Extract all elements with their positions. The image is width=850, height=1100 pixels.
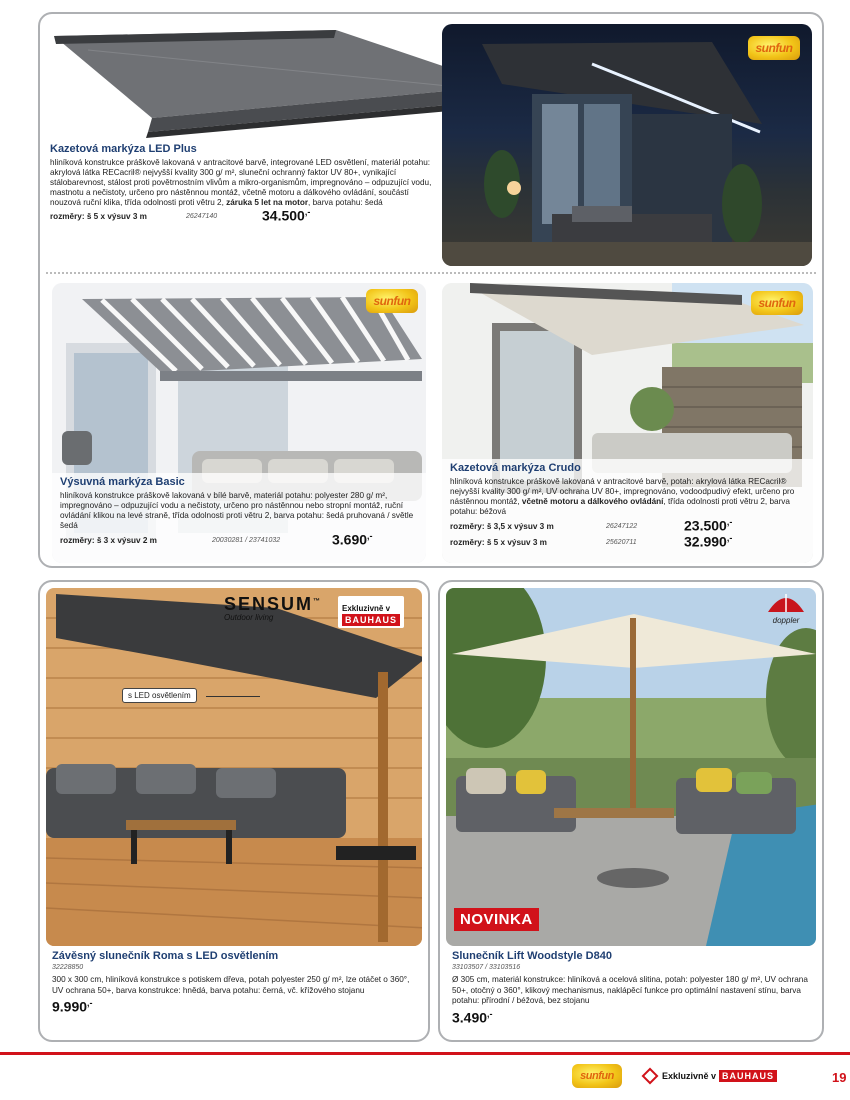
bauhaus-house-icon: [642, 1068, 659, 1085]
product-led-plus: [50, 143, 440, 224]
product-dimensions: rozměry: š 3 x výsuv 2 m: [60, 536, 157, 545]
product-title: Závěsný slunečník Roma s LED osvětlením: [52, 950, 279, 962]
sensum-logo: SENSUM™ Outdoor living: [224, 594, 323, 622]
footer-exclusive-bauhaus: Exkluzivně v BAUHAUS: [644, 1070, 777, 1082]
awning-led-plus-night-photo: [442, 24, 812, 266]
product-roma-card: [38, 580, 430, 1042]
product-crudo-panel: [442, 283, 813, 563]
product-price: 23.500,-: [684, 517, 733, 534]
sunfun-logo: sunfun: [751, 291, 803, 315]
product-code: 32228850: [52, 964, 84, 971]
product-code: 20030281 / 23741032: [212, 537, 281, 544]
product-dimensions: rozměry: š 5 x výsuv 3 m: [450, 538, 547, 547]
product-description: hliníková konstrukce práškově lakovaná v antracitové barvě, potah: akrylová látka RECacril® nejvyšší kvality 300 g/ m², UV ochrana UV 80+, impregnováno, vodoodpudivý efekt, určeno pro nástěnnou montáž, včetně motoru a dálkového ovládání, třída odolnosti proti větru 2, barva potahu: béžová: [450, 477, 795, 516]
footer-red-line: [0, 1052, 850, 1055]
product-description: hliníková konstrukce práškově lakovaná v bílé barvě, materiál potahu: polyester 280 g/ m², impregnováno – odpuzující vodu a nečistoty, určeno pro nástěnnou nebo stropní montáž, ruční ovládání klikou na levé straně, třída odolnosti proti větru 2, barva potahu: šedá pruhovaná / světle šedá: [60, 491, 414, 530]
price-row: [450, 517, 805, 534]
product-woodstyle-card: [438, 580, 824, 1042]
woodstyle-umbrella-photo: [446, 588, 816, 946]
roma-umbrella-photo: [46, 588, 422, 946]
product-price: 3.490,-: [452, 1008, 493, 1026]
product-roma-text: [52, 950, 418, 1015]
led-callout: s LED osvětlením: [122, 688, 197, 703]
callout-line: [206, 696, 260, 697]
product-title: Kazetová markýza LED Plus: [50, 143, 197, 155]
divider: [46, 272, 816, 274]
product-code: 26247140: [186, 213, 218, 220]
product-code: 26247122: [606, 523, 638, 530]
product-title: Kazetová markýza Crudo: [450, 462, 581, 474]
product-price: 3.690,-: [332, 531, 373, 548]
sunfun-logo: sunfun: [748, 36, 800, 60]
novinka-ribbon: NOVINKA: [454, 908, 539, 931]
product-price: 34.500,-: [262, 207, 311, 224]
product-title: Výsuvná markýza Basic: [60, 476, 185, 488]
price-row: [450, 533, 805, 550]
product-woodstyle-text: [452, 950, 812, 1025]
product-code: 33103507 / 33103516: [452, 964, 521, 971]
product-dimensions: rozměry: š 5 x výsuv 3 m: [50, 212, 147, 221]
product-title: Slunečník Lift Woodstyle D840: [452, 950, 612, 962]
product-description: Ø 305 cm, materiál konstrukce: hliníková a ocelová slitina, potah: polyester 180 g/ m², UV ochrana 50+, otočný o 360°, klikový mechanismus, naklápěcí funkce pro optimální nastavení stínu, barva potahu: přírodní / béžová, bez stojanu: [452, 975, 808, 1005]
doppler-logo: doppler: [766, 592, 806, 625]
product-basic-panel: [52, 283, 426, 563]
product-basic-text: [60, 476, 420, 547]
sunfun-logo: sunfun: [366, 289, 418, 313]
exclusive-bauhaus-badge: Exkluzivně v BAUHAUS: [338, 596, 404, 628]
product-price: 9.990,-: [52, 998, 93, 1015]
product-description: hliníková konstrukce práškově lakovaná v antracitové barvě, integrované LED osvětlení, materiál potahu: akrylová látka RECacril® nejvyšší kvality 300 g/ m², sluneční ochranný faktor UV 80+, vynikající stálobarevnost, stálost proti povětrnostním vlivům a mikro-organismům, impregnováno – odpuzující vodu, mastnotu a nečistoty, určeno pro nástěnnou montáž, včetně motoru a dálkového ovládání, součástí nouzová ruční klika, třída odolnosti proti větru 2, záruka 5 let na motor, barva potahu: šedá: [50, 158, 432, 207]
sunfun-footer-logo: sunfun: [572, 1064, 622, 1088]
product-description: 300 x 300 cm, hliníková konstrukce s potiskem dřeva, potah polyester 250 g/ m², lze otáčet o 360°, UV ochrana 50+, barva konstrukce: hnědá, barva potahu: černá, vč. křížového stojanu: [52, 975, 410, 995]
product-crudo-text: [450, 462, 805, 550]
product-code: 25620711: [606, 539, 637, 546]
product-price: 32.990,-: [684, 533, 733, 550]
awning-led-plus-image: [48, 26, 508, 138]
page-number: 19: [832, 1070, 847, 1085]
product-dimensions: rozměry: š 3,5 x výsuv 3 m: [450, 522, 554, 531]
